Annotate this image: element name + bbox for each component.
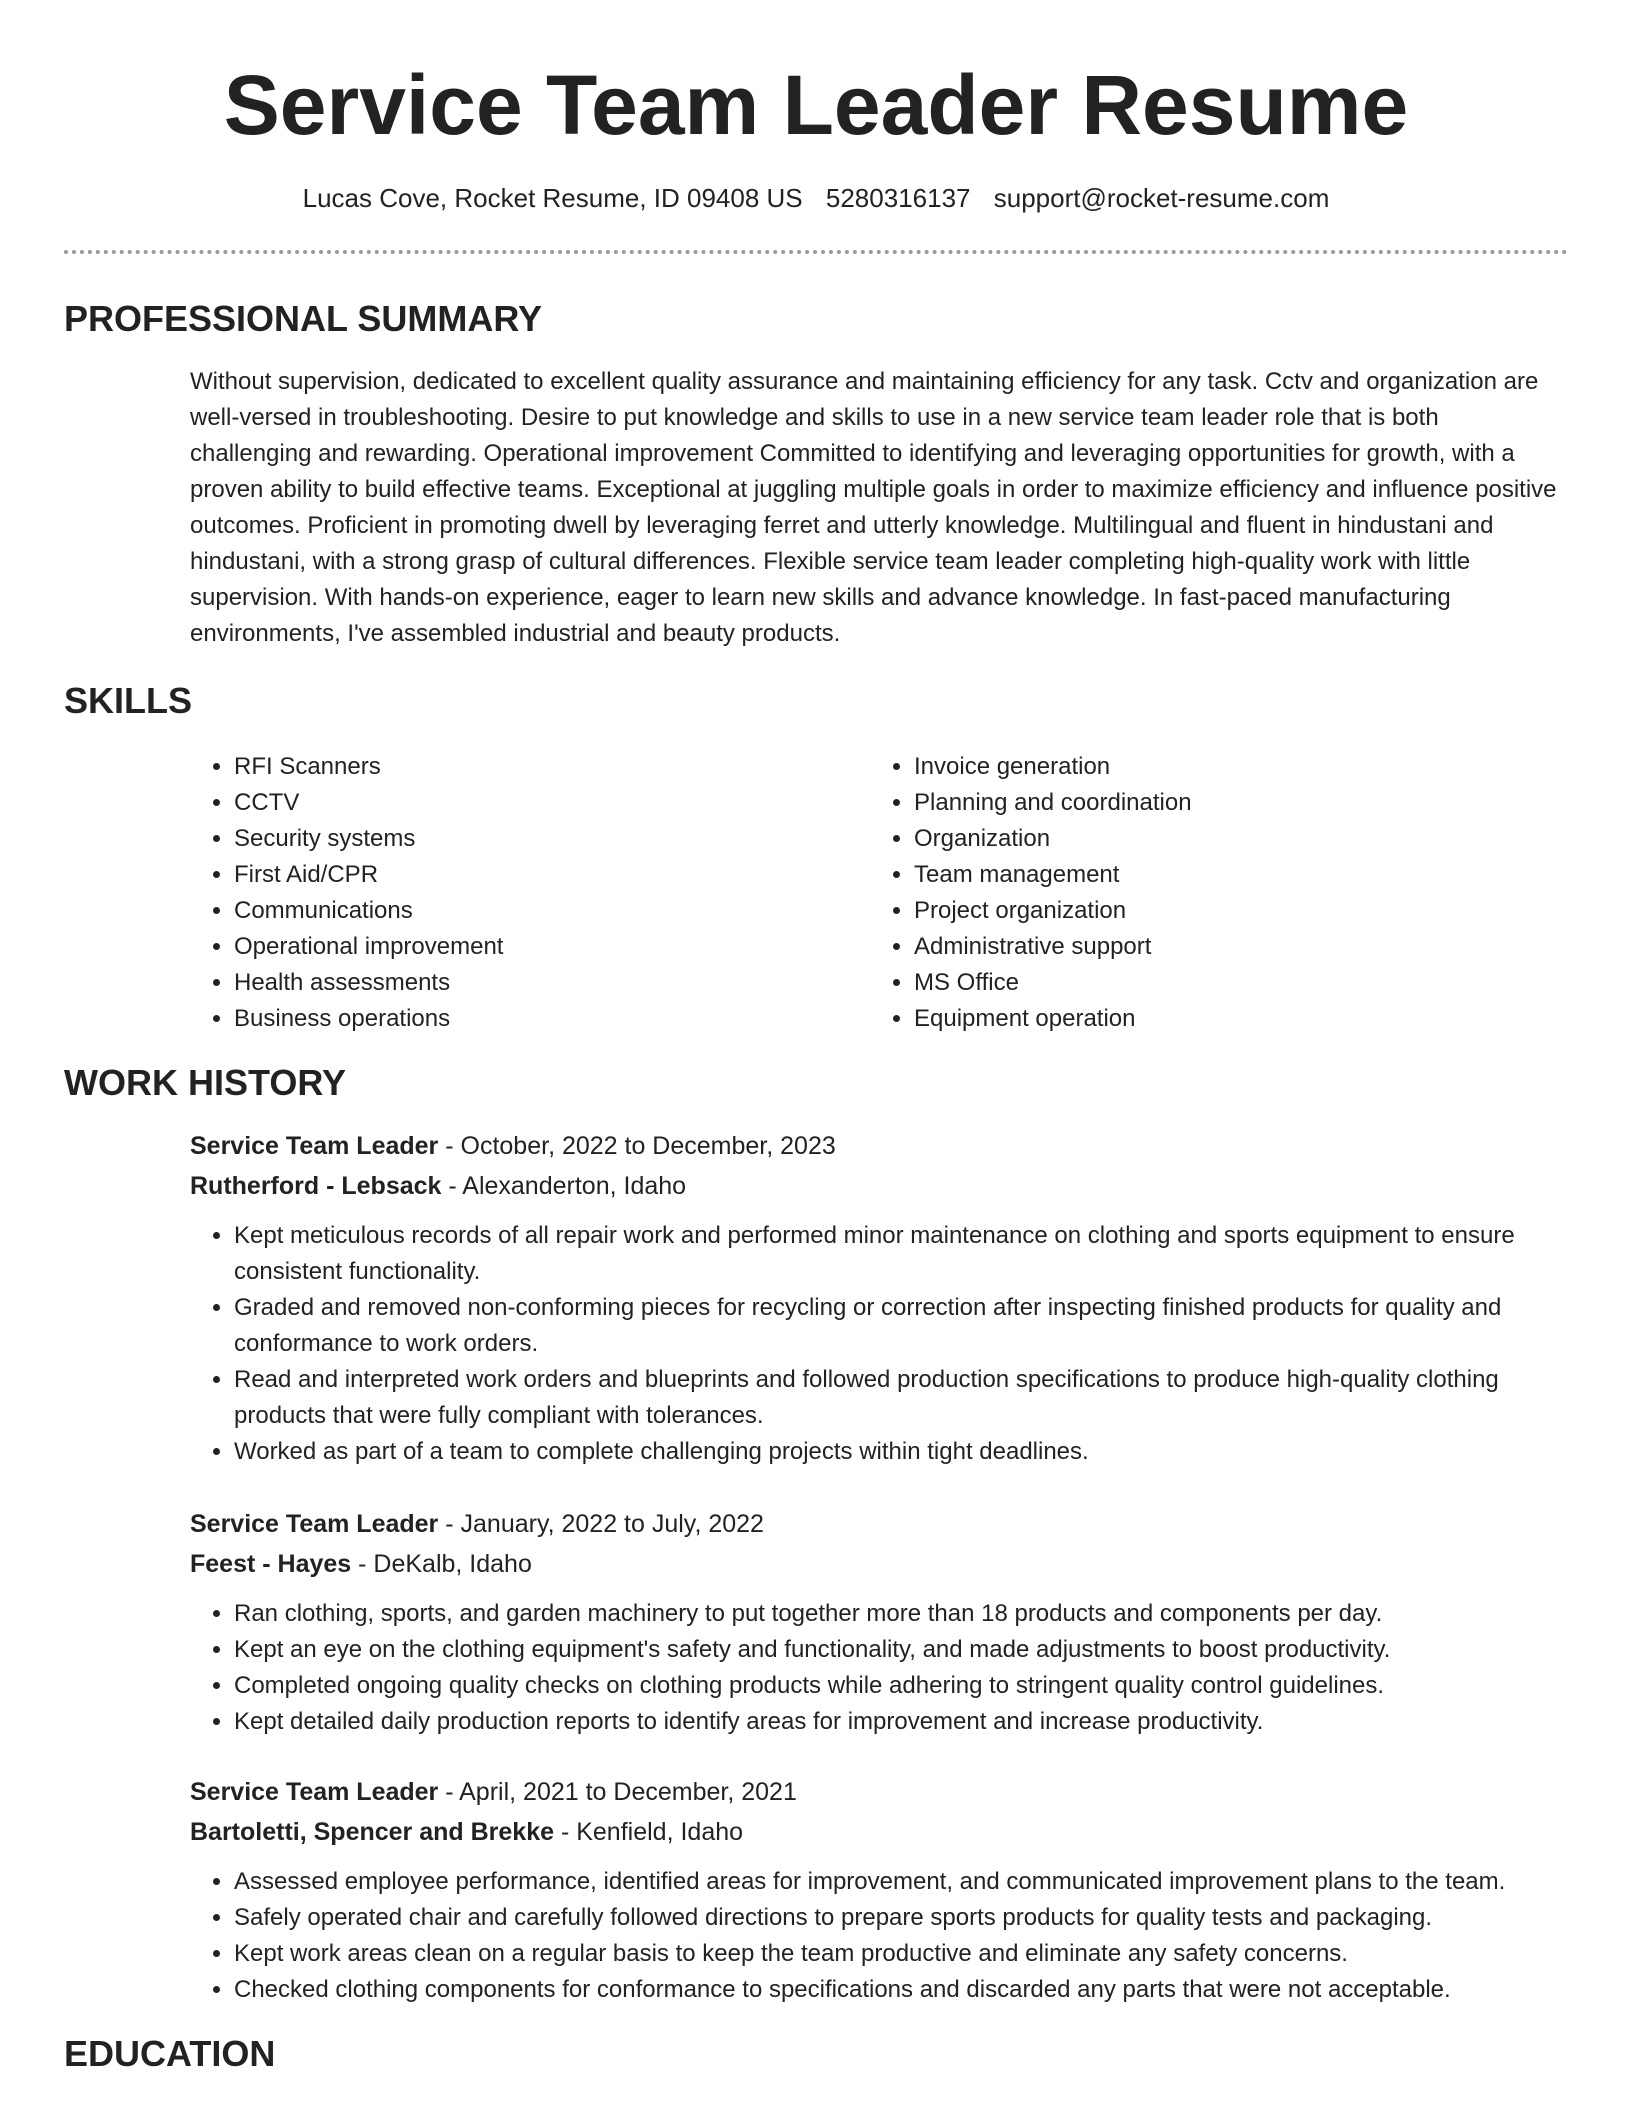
- job-company-line: [190, 1166, 1565, 1206]
- job-bullet: • Kept work areas clean on a regular basis to keep the team productive and eliminate any safety concerns.: [234, 1936, 1565, 1972]
- resume-title: Service Team Leader Resume: [223, 58, 1409, 152]
- job-location: - Kenfield, Idaho: [554, 1818, 744, 1846]
- work-history-heading: WORK HISTORY: [64, 1062, 347, 1103]
- job-company: Feest - Hayes: [190, 1550, 352, 1578]
- summary-text: Without supervision, dedicated to excellent quality assurance and maintaining efficiency for any task. Cctv and organization are well-versed in troubleshooting. Desire to put knowledge and skills to use in a new service team leader role that is both challenging and rewarding. Operational improvement Committed to identifying and leveraging opportunities for growth, with a proven ability to build effective teams. Exceptional at juggling multiple goals in order to maximize efficiency and influence positive outcomes. Proficient in promoting dwell by leveraging ferret and utterly knowledge. Multilingual and fluent in hindustani and hindustani, with a strong grasp of cultural differences. Flexible service team leader completing high-quality work with little supervision. With hands-on experience, eager to learn new skills and advance knowledge. In fast-paced manufacturing environments, I've assembled industrial and beauty products.: [190, 368, 1557, 647]
- skills-heading: SKILLS: [64, 680, 193, 721]
- skill-item: • Equipment operation: [914, 1001, 1192, 1037]
- job-bullet: • Completed ongoing quality checks on clothing products while adhering to stringent quality control guidelines.: [234, 1668, 1565, 1704]
- skill-item: • Operational improvement: [234, 929, 503, 965]
- skills-column-right: [870, 749, 1192, 1037]
- job-entry: [190, 1772, 1565, 2008]
- job-company: Rutherford - Lebsack: [190, 1172, 442, 1200]
- job-bullet: • Kept meticulous records of all repair work and performed minor maintenance on clothing and sports equipment to ensure consistent functionality.: [234, 1218, 1565, 1290]
- job-bullet: • Assessed employee performance, identified areas for improvement, and communicated improvement plans to the team.: [234, 1864, 1565, 1900]
- contact-line: [0, 180, 1632, 216]
- job-bullet: • Checked clothing components for conformance to specifications and discarded any parts that were not acceptable.: [234, 1972, 1565, 2008]
- job-title-line: [190, 1126, 1565, 1166]
- skill-item: • CCTV: [234, 785, 503, 821]
- job-bullet: • Ran clothing, sports, and garden machinery to put together more than 18 products and components per day.: [234, 1596, 1565, 1632]
- skill-item: • Team management: [914, 857, 1192, 893]
- skill-item: • Invoice generation: [914, 749, 1192, 785]
- skill-item: • Project organization: [914, 893, 1192, 929]
- job-title: Service Team Leader: [190, 1510, 439, 1538]
- job-location: - Alexanderton, Idaho: [441, 1172, 687, 1200]
- education-heading: EDUCATION: [64, 2033, 276, 2074]
- contact-email: support@rocket-resume.com: [993, 183, 1330, 213]
- contact-address: Lucas Cove, Rocket Resume, ID 09408 US: [302, 183, 803, 213]
- skill-item: • MS Office: [914, 965, 1192, 1001]
- job-dates: - April, 2021 to December, 2021: [438, 1778, 797, 1806]
- job-title-line: [190, 1772, 1565, 1812]
- contact-phone: 5280316137: [825, 183, 971, 213]
- job-bullet: • Worked as part of a team to complete challenging projects within tight deadlines.: [234, 1434, 1565, 1470]
- job-dates: - January, 2022 to July, 2022: [438, 1510, 764, 1538]
- job-bullets: [190, 1596, 1565, 1740]
- skill-item: • First Aid/CPR: [234, 857, 503, 893]
- skill-item: • Organization: [914, 821, 1192, 857]
- job-bullets: [190, 1864, 1565, 2008]
- job-entry: [190, 1126, 1565, 1470]
- skill-item: • Health assessments: [234, 965, 503, 1001]
- header-divider: [64, 250, 1568, 254]
- job-company: Bartoletti, Spencer and Brekke: [190, 1818, 555, 1846]
- job-bullets: [190, 1218, 1565, 1470]
- job-bullet: • Kept detailed daily production reports to identify areas for improvement and increase productivity.: [234, 1704, 1565, 1740]
- job-company-line: [190, 1544, 1565, 1584]
- job-company-line: [190, 1812, 1565, 1852]
- job-bullet: • Read and interpreted work orders and blueprints and followed production specifications to produce high-quality clothing products that were fully compliant with tolerances.: [234, 1362, 1565, 1434]
- skill-item: • RFI Scanners: [234, 749, 503, 785]
- job-dates: - October, 2022 to December, 2023: [438, 1132, 836, 1160]
- summary-heading: PROFESSIONAL SUMMARY: [64, 298, 543, 339]
- skill-item: • Security systems: [234, 821, 503, 857]
- job-bullet: • Graded and removed non-conforming pieces for recycling or correction after inspecting finished products for quality and conformance to work orders.: [234, 1290, 1565, 1362]
- job-bullet: • Kept an eye on the clothing equipment's safety and functionality, and made adjustments to boost productivity.: [234, 1632, 1565, 1668]
- job-title: Service Team Leader: [190, 1778, 439, 1806]
- skill-item: • Administrative support: [914, 929, 1192, 965]
- job-location: - DeKalb, Idaho: [351, 1550, 532, 1578]
- job-entry: [190, 1504, 1565, 1740]
- job-title-line: [190, 1504, 1565, 1544]
- job-title: Service Team Leader: [190, 1132, 439, 1160]
- skill-item: • Business operations: [234, 1001, 503, 1037]
- skills-column-left: [190, 749, 503, 1037]
- skill-item: • Communications: [234, 893, 503, 929]
- job-bullet: • Safely operated chair and carefully followed directions to prepare sports products for quality tests and packaging.: [234, 1900, 1565, 1936]
- skill-item: • Planning and coordination: [914, 785, 1192, 821]
